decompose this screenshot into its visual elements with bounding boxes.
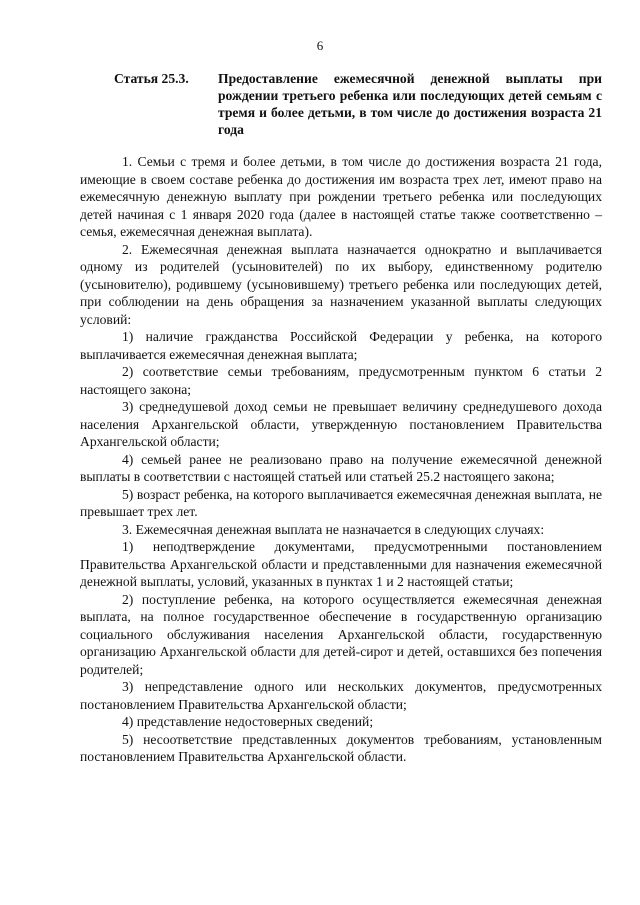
paragraph: 2) поступление ребенка, на которого осуществляется ежемесячная денежная выплата, на полное государственное обеспечение в государственную организацию социального обслуживания населения Архангельской области, государственную организацию Архангельской области для детей-сирот и детей, оставшихся без попечения родителей; <box>80 591 602 677</box>
paragraph: 3. Ежемесячная денежная выплата не назначается в следующих случаях: <box>122 521 545 537</box>
paragraph: 1) неподтверждение документами, предусмотренными постановлением Правительства Архангельской области и представленными для назначения ежемесячной денежной выплаты, условий, указанных в пунктах 1 и 2 настоящей статьи; <box>80 539 602 589</box>
paragraph: 5) возраст ребенка, на которого выплачивается ежемесячная денежная выплата, не превышает трех лет. <box>80 486 602 519</box>
paragraph: 1. Семьи с тремя и более детьми, в том числе до достижения возраста 21 года, имеющие в своем составе ребенка до достижения им возраста трех лет, имеют право на ежемесячную денежную выплату при рождении третьего ребенка или последующих детей начиная с 1 января 2020 года (далее в настоящей статье также соответственно – семья, ежемесячная денежная выплата). <box>80 154 602 239</box>
paragraph: 3) среднедушевой доход семьи не превышает величину среднедушевого дохода населения Архангельской области, утвержденную постановлением Правительства Архангельской области; <box>80 399 602 449</box>
paragraph: 3) непредставление одного или нескольких документов, предусмотренных постановлением Правительства Архангельской области; <box>80 679 602 712</box>
paragraph: 2) соответствие семьи требованиям, предусмотренным пунктом 6 статьи 2 настоящего закона; <box>80 364 602 397</box>
paragraph: 1) наличие гражданства Российской Федерации у ребенка, на которого выплачивается ежемесячная денежная выплата; <box>80 329 602 362</box>
paragraph: 2. Ежемесячная денежная выплата назначается однократно и выплачивается одному из родителей (усыновителей) по их выбору, единственному родителю (усыновителю), родившему (усыновившему) третьего ребенка или последующих детей, при соблюдении на день обращения за назначением указанной выплаты следующих условий: <box>80 241 602 327</box>
paragraph: 4) семьей ранее не реализовано право на получение ежемесячной денежной выплаты в соответствии с настоящей статьей или статьей 25.2 настоящего закона; <box>80 451 602 484</box>
article-body <box>80 153 602 766</box>
page-number: 6 <box>316 38 324 53</box>
article-title: Предоставление ежемесячной денежной выплаты при рождении третьего ребенка или последующих детей семьям с тремя и более детьми, в том числе до достижения возраста 21 года <box>218 71 602 137</box>
article-header <box>114 70 602 138</box>
paragraph: 5) несоответствие представленных документов требованиям, установленным постановлением Правительства Архангельской области. <box>80 731 602 764</box>
article-number: Статья 25.3. <box>114 71 189 86</box>
paragraph: 4) представление недостоверных сведений; <box>122 714 374 729</box>
